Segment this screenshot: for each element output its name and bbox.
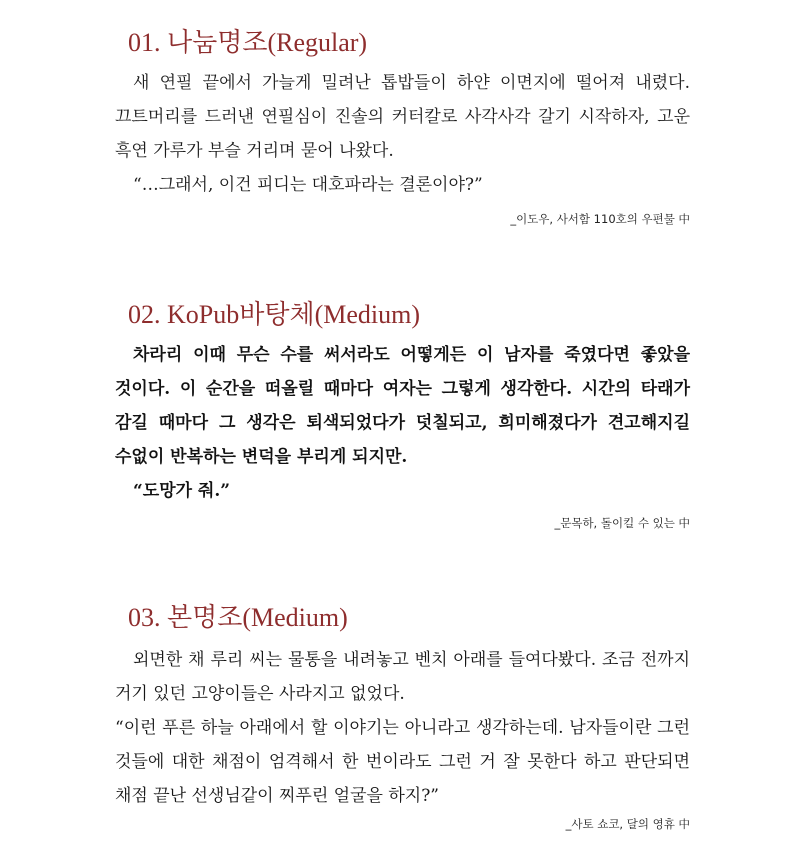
body-paragraph xyxy=(115,643,690,711)
body-paragraph xyxy=(115,66,690,168)
source-citation: _문목하, 돌이킬 수 있는 中 xyxy=(554,516,690,530)
section-title: 03. 본명조(Medium) xyxy=(128,603,348,632)
paragraph-text: 차라리 이때 무슨 수를 써서라도 어떻게든 이 남자를 죽였다면 좋았을 것이다. 이 순간을 떠올릴 때마다 여자는 그렇게 생각한다. 시간의 타래가 감길 때마다 그 생각은 퇴색되었다가 덧칠되고, 희미해졌다가 견고해지길 수없이 반복하는 변덕을 부리게 되지만. xyxy=(115,345,690,467)
source-citation: _이도우, 사서함 110호의 우편물 中 xyxy=(510,212,690,226)
source-citation: _사토 쇼코, 달의 영휴 中 xyxy=(565,817,690,831)
dialogue-quote: “도망가 줘.” xyxy=(133,481,231,501)
dialogue-quote: “…그래서, 이건 피디는 대호파라는 결론이야?” xyxy=(133,175,483,195)
section-title: 01. 나눔명조(Regular) xyxy=(128,28,368,57)
body-paragraph xyxy=(115,338,690,474)
paragraph-text: 새 연필 끝에서 가늘게 밀려난 톱밥들이 하얀 이면지에 떨어져 내렸다. 끄트머리를 드러낸 연필심이 진솔의 커터칼로 사각사각 갈기 시작하자, 고운 흑연 가루가 부슬 거리며 묻어 나왔다. xyxy=(115,73,690,161)
quote-text: “이런 푸른 하늘 아래에서 할 이야기는 아니라고 생각하는데. 남자들이란 그런 것들에 대한 채점이 엄격해서 한 번이라도 그런 거 잘 못한다 하고 판단되면 채점 끝난 선생님같이 찌푸린 얼굴을 하지?” xyxy=(115,718,690,806)
paragraph-text: 외면한 채 루리 씨는 물통을 내려놓고 벤치 아래를 들여다봤다. 조금 전까지 거기 있던 고양이들은 사라지고 없었다. xyxy=(115,650,690,704)
section-title: 02. KoPub바탕체(Medium) xyxy=(128,300,421,329)
dialogue-quote xyxy=(115,711,690,813)
